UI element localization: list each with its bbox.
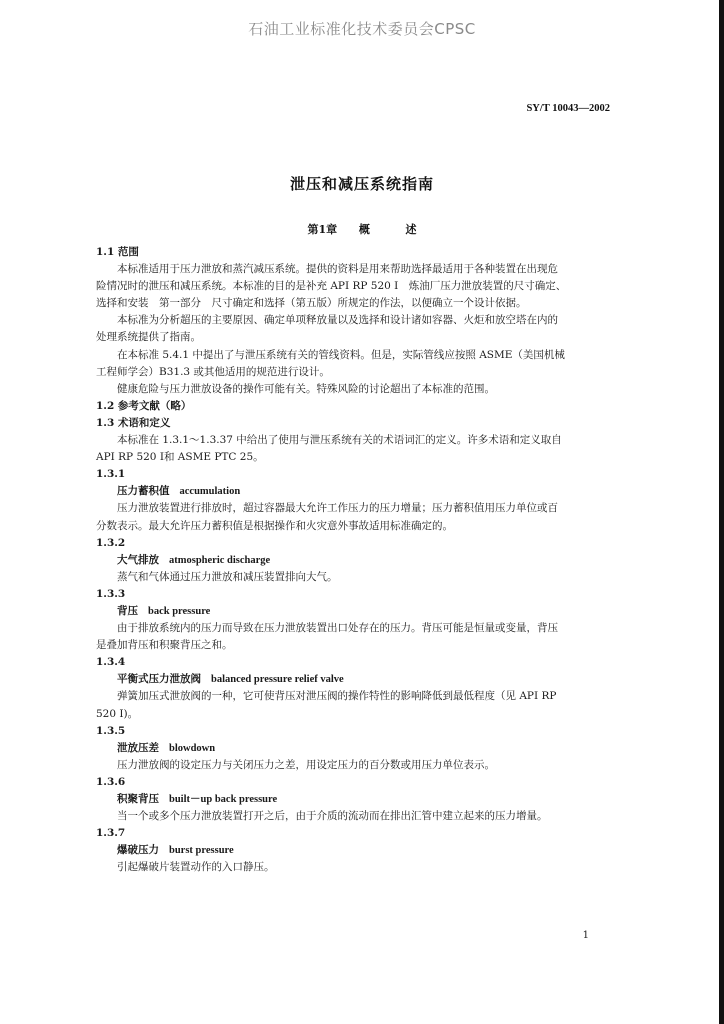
paragraph-line: 险情况时的泄压和减压系统。本标准的目的是补充 API RP 520 Ⅰ 炼油厂压力泄放装置的尺寸确定、: [96, 280, 567, 293]
standard-number: SY/T 10043—2002: [526, 103, 610, 114]
paragraph-line: 是叠加背压和积聚背压之和。: [96, 639, 233, 652]
document-body: [96, 244, 608, 876]
term-english: back pressure: [148, 605, 211, 617]
chapter-heading: [0, 221, 724, 237]
term-heading: [96, 671, 608, 688]
section-heading: 1.3.1: [96, 468, 126, 481]
watermark: 石油工业标准化技术委员会CPSC: [248, 20, 476, 38]
section-heading: 1.3 术语和定义: [96, 416, 171, 429]
paragraph-line: 由于排放系统内的压力而导致在压力泄放装置出口处存在的压力。背压可能是恒量或变量，背压: [117, 622, 558, 635]
term-chinese: 大气排放: [117, 553, 159, 566]
paragraph-line: API RP 520 Ⅰ和 ASME PTC 25。: [96, 451, 264, 464]
section-heading: 1.3.2: [96, 536, 126, 549]
section-heading: 1.3.4: [96, 656, 126, 669]
section-heading: 1.3.7: [96, 827, 126, 840]
page-edge-shadow: [719, 0, 724, 1024]
term-heading: [96, 483, 608, 500]
term-heading: [96, 603, 608, 620]
term-heading: [96, 791, 608, 808]
chapter-title-part-b: 述: [405, 223, 417, 236]
page-number: 1: [582, 930, 589, 941]
term-chinese: 平衡式压力泄放阀: [117, 673, 201, 686]
paragraph-line: 压力泄放阀的设定压力与关闭压力之差，用设定压力的百分数或用压力单位表示。: [117, 758, 495, 771]
paragraph-line: 弹簧加压式泄放阀的一种，它可使背压对泄压阀的操作特性的影响降低到最低程度（见 API RP: [117, 690, 557, 703]
term-english: balanced pressure relief valve: [211, 674, 344, 686]
term-english: blowdown: [169, 742, 216, 754]
paragraph-line: 当一个或多个压力泄放装置打开之后，由于介质的流动而在排出汇管中建立起来的压力增量。: [117, 810, 548, 823]
paragraph-line: 分数表示。最大允许压力蓄积值是根据操作和火灾意外事故适用标准确定的。: [96, 519, 453, 532]
section-heading: 1.3.6: [96, 775, 126, 788]
term-chinese: 压力蓄积值: [117, 485, 170, 498]
paragraph-line: 本标准为分析超压的主要原因、确定单项释放量以及选择和设计诸如容器、火炬和放空塔在内的: [117, 314, 558, 327]
paragraph-line: 在本标准 5.4.1 中提出了与泄压系统有关的管线资料。但是，实际管线应按照 ASME（美国机械: [117, 348, 565, 361]
term-english: burst pressure: [169, 845, 234, 857]
term-chinese: 背压: [117, 604, 138, 617]
term-heading: [96, 740, 608, 757]
paragraph-line: 健康危险与压力泄放设备的操作可能有关。特殊风险的讨论超出了本标准的范围。: [117, 382, 495, 395]
section-heading: 1.3.5: [96, 724, 126, 737]
paragraph-line: 520 Ⅰ)。: [96, 707, 139, 720]
paragraph-line: 压力泄放装置进行排放时，超过容器最大允许工作压力的压力增量；压力蓄积值用压力单位或百: [117, 502, 558, 515]
paragraph-line: 本标准在 1.3.1～1.3.37 中给出了使用与泄压系统有关的术语词汇的定义。许多术语和定义取自: [117, 434, 562, 447]
paragraph-line: 选择和安装 第一部分 尺寸确定和选择（第五版）所规定的作法，以便确立一个设计依据。: [96, 297, 527, 310]
section-heading: 1.3.3: [96, 587, 126, 600]
term-heading: [96, 552, 608, 569]
chapter-number: 第1章: [307, 223, 338, 236]
paragraph-line: 蒸气和气体通过压力泄放和减压装置排向大气。: [117, 570, 338, 583]
chapter-title-part-a: 概: [358, 223, 370, 236]
term-english: atmospheric discharge: [169, 554, 271, 566]
term-chinese: 泄放压差: [117, 741, 159, 754]
section-heading: 1.1 范围: [96, 246, 139, 258]
paragraph-line: 工程师学会）B31.3 或其他适用的规范进行设计。: [96, 365, 330, 378]
term-english: accumulation: [179, 486, 241, 498]
section-heading: 1.2 参考文献（略）: [96, 399, 192, 412]
term-chinese: 爆破压力: [117, 844, 159, 857]
document-title: 泄压和减压系统指南: [289, 175, 434, 193]
term-english: built－up back pressure: [169, 794, 278, 805]
term-chinese: 积聚背压: [117, 793, 159, 805]
paragraph-line: 本标准适用于压力泄放和蒸汽减压系统。提供的资料是用来帮助选择最适用于各种装置在出现危: [117, 263, 558, 276]
paragraph-line: 处理系统提供了指南。: [96, 331, 201, 344]
term-heading: [96, 842, 608, 859]
paragraph-line: 引起爆破片装置动作的入口静压。: [117, 861, 275, 874]
